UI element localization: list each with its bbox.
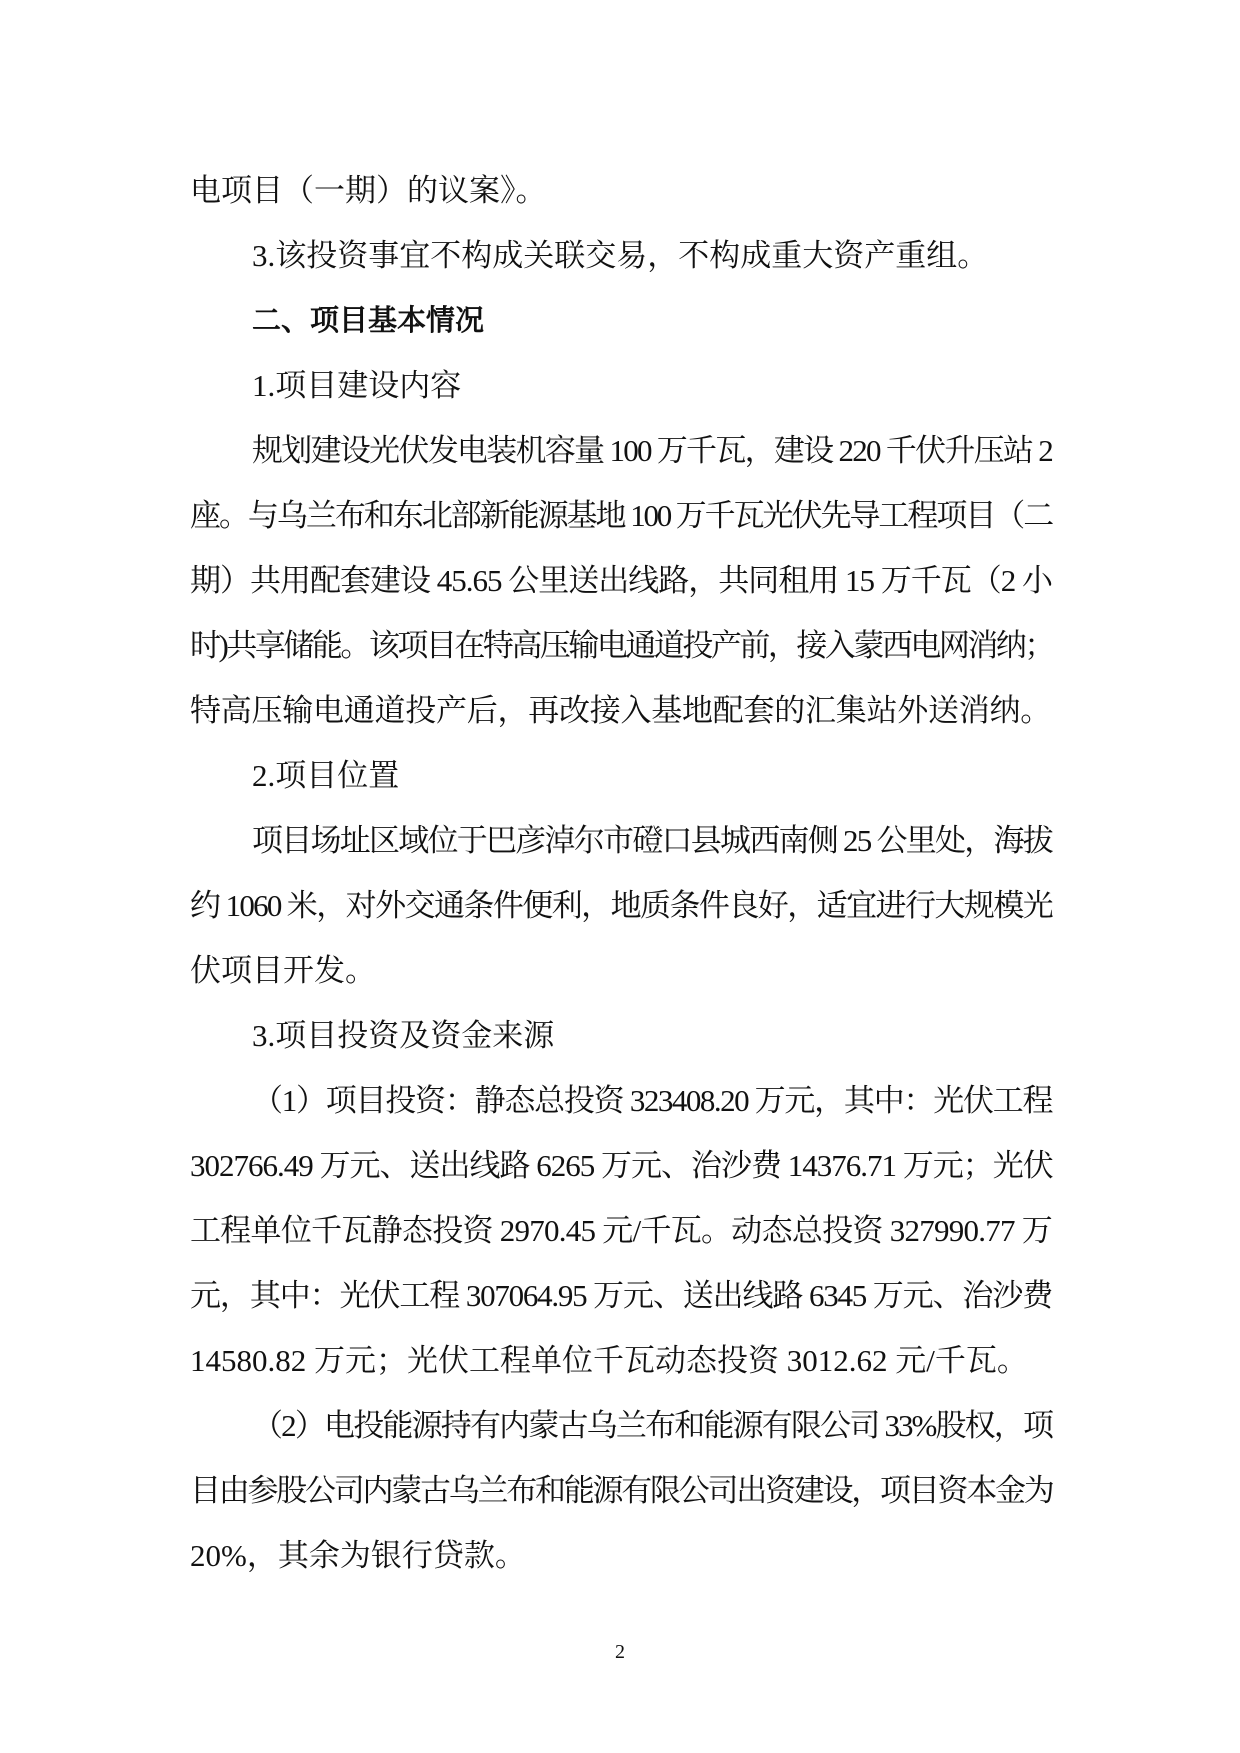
text-line: 座。与乌兰布和东北部新能源基地 100 万千瓦光伏先导工程项目（二 xyxy=(190,498,1052,533)
text-line: 项目场址区域位于巴彦淖尔市磴口县城西南侧 25 公里处，海拔 xyxy=(252,823,1052,858)
text-line: 电项目（一期）的议案》。 xyxy=(190,173,547,208)
text-line: 1.项目建设内容 xyxy=(252,368,462,403)
text-line: 2.项目位置 xyxy=(252,758,400,793)
text-line: 元，其中：光伏工程 307064.95 万元、送出线路 6345 万元、治沙费 xyxy=(190,1278,1052,1313)
text-line: 302766.49 万元、送出线路 6265 万元、治沙费 14376.71 万元；光伏 xyxy=(190,1148,1053,1183)
page-number: 2 xyxy=(615,1641,625,1663)
document-body xyxy=(190,158,1052,1588)
text-line: 3.该投资事宜不构成关联交易，不构成重大资产重组。 xyxy=(252,238,989,273)
text-line: 特高压输电通道投产后，再改接入基地配套的汇集站外送消纳。 xyxy=(190,693,1051,728)
text-line: 20%，其余为银行贷款。 xyxy=(190,1538,526,1573)
text-line: （2）电投能源持有内蒙古乌兰布和能源有限公司 33%股权，项 xyxy=(252,1408,1052,1443)
text-line: 目由参股公司内蒙古乌兰布和能源有限公司出资建设，项目资本金为 xyxy=(190,1473,1053,1508)
text-line: 时)共享储能。该项目在特高压输电通道投产前，接入蒙西电网消纳； xyxy=(190,628,1053,663)
section-heading: 二、项目基本情况 xyxy=(252,303,485,337)
text-line: 约 1060 米，对外交通条件便利，地质条件良好，适宜进行大规模光 xyxy=(190,888,1052,923)
text-line: 3.项目投资及资金来源 xyxy=(252,1018,555,1053)
text-line: 规划建设光伏发电装机容量 100 万千瓦，建设 220 千伏升压站 2 xyxy=(252,433,1052,468)
text-line: （1）项目投资：静态总投资 323408.20 万元，其中：光伏工程 xyxy=(252,1083,1052,1118)
text-line: 工程单位千瓦静态投资 2970.45 元/千瓦。动态总投资 327990.77 万 xyxy=(190,1213,1052,1248)
text-line: 伏项目开发。 xyxy=(190,953,376,988)
text-line: 14580.82 万元；光伏工程单位千瓦动态投资 3012.62 元/千瓦。 xyxy=(190,1343,1028,1378)
text-line: 期）共用配套建设 45.65 公里送出线路，共同租用 15 万千瓦（2 小 xyxy=(190,563,1052,598)
